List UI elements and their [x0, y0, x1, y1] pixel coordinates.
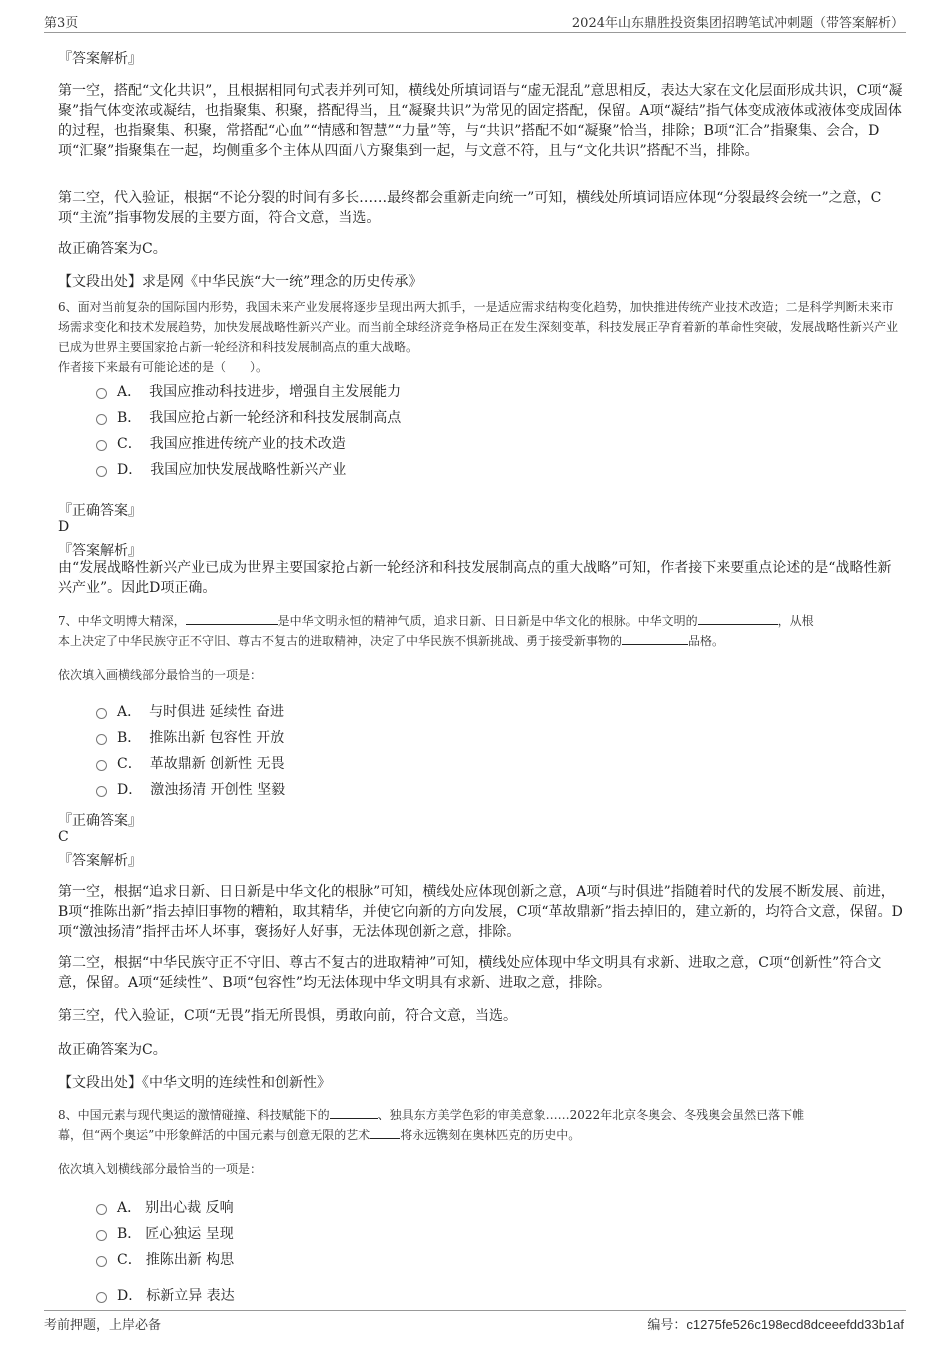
blank-3: [622, 632, 688, 645]
radio-icon[interactable]: [96, 786, 107, 797]
radio-icon[interactable]: [96, 1230, 107, 1241]
q8-stem-b: 、独具东方美学色彩的审美意象……2022年北京冬奥会、冬残奥会虽然已落下帷: [377, 1108, 805, 1122]
option-letter: A．: [117, 704, 142, 720]
radio-icon[interactable]: [96, 1204, 107, 1215]
q7-option-d[interactable]: [96, 779, 285, 799]
footer-code: [647, 1314, 904, 1333]
q8-stem-a: 8、中国元素与现代奥运的激情碰撞、科技赋能下的: [58, 1108, 330, 1122]
radio-icon[interactable]: [96, 1292, 107, 1303]
option-letter: D．: [117, 462, 143, 478]
q5-analysis-p2: 第二空，代入验证，根据“不论分裂的时间有多长……最终都会重新走向统一”可知，横线处所填词语应体现“分裂最终会统一”之意，C项“主流”指事物发展的主要方面，符合文意，当选。: [58, 190, 882, 226]
q6-question: 作者接下来最有可能论述的是（ ）。: [58, 360, 269, 374]
q8-option-d[interactable]: [96, 1285, 235, 1305]
option-letter: D．: [117, 1288, 143, 1304]
option-text: 我国应抢占新一轮经济和科技发展制高点: [149, 410, 402, 426]
option-letter: D．: [117, 782, 143, 798]
option-text: 我国应推进传统产业的技术改造: [149, 436, 346, 452]
q6-analysis: 由“发展战略性新兴产业已成为世界主要国家抢占新一轮经济和科技发展制高点的重大战略”可知，作者接下来要重点论述的是“战略性新兴产业”。因此D项正确。: [58, 560, 892, 596]
page-number: 第3页: [44, 16, 79, 31]
q5-analysis-p1: 第一空，搭配“文化共识”，且根据相同句式表并列可知，横线处所填词语与“虚无混乱”意思相反，表达大家在文化层面形成共识，C项“凝聚”指气体变浓或凝结，也指聚集、积聚，搭配得当，且“凝聚共识”为常见的固定搭配，保留。A项“凝结”指气体变成液体或液体变成固体的过程，也指聚集、积聚，常搭配“心血”“情感和智慧”“力量”等，与“共识”搭配不如“凝聚”恰当，排除；B项“汇合”指聚集、会合，D项“汇聚”指聚集在一起，均侧重多个主体从四面八方聚集到一起，与文意不符，且与“文化共识”搭配不当，排除。: [58, 83, 903, 159]
option-text: 我国应推动科技进步，增强自主发展能力: [149, 384, 402, 400]
blank-2: [698, 612, 778, 625]
option-letter: A．: [117, 1200, 142, 1216]
option-letter: C．: [117, 756, 142, 772]
footer-code-label: 编号：: [647, 1318, 687, 1333]
option-letter: A．: [117, 384, 142, 400]
q7-source: 【文段出处】《中华文明的连续性和创新性》: [58, 1075, 331, 1091]
q5-source: 【文段出处】求是网《中华民族“大一统”理念的历史传承》: [58, 274, 423, 290]
q6-analysis-label: 『答案解析』: [58, 543, 142, 559]
q8-option-c[interactable]: [96, 1249, 234, 1269]
q5-analysis-label: 『答案解析』: [58, 51, 142, 67]
q7-analysis-label: 『答案解析』: [58, 853, 142, 869]
option-letter: C．: [117, 1252, 142, 1268]
option-text: 推陈出新 构思: [145, 1252, 235, 1268]
q8-stem-line1: [58, 1106, 804, 1123]
q6-option-b[interactable]: [96, 407, 401, 427]
radio-icon[interactable]: [96, 734, 107, 745]
q8-option-b[interactable]: [96, 1223, 234, 1243]
radio-icon[interactable]: [96, 414, 107, 425]
q7-answer-label: 『正确答案』: [58, 813, 142, 829]
q6-stem: 6、面对当前复杂的国际国内形势，我国未来产业发展将逐步呈现出两大抓手，一是适应需求结构变化趋势，加快推进传统产业技术改造；二是科学判断未来市场需求变化和技术发展趋势，加快发展战略性新兴产业。而当前全球经济竞争格局正在发生深刻变革，科技发展正孕育着新的革命性突破，发展战略性新兴产业已成为世界主要国家抢占新一轮经济和科技发展制高点的重大战略。: [58, 300, 899, 354]
q7-option-c[interactable]: [96, 753, 285, 773]
header-rule: [44, 32, 906, 33]
option-text: 匠心独运 呈现: [145, 1226, 234, 1242]
blank-1: [186, 612, 278, 625]
document-title: 2024年山东鼎胜投资集团招聘笔试冲刺题（带答案解析）: [571, 16, 904, 31]
blank-2: [370, 1126, 400, 1139]
blank-1: [330, 1106, 378, 1119]
q7-stem-c: ，从根: [777, 614, 814, 628]
q8-stem-c: 幕，但“两个奥运”中形象鲜活的中国元素与创意无限的艺术: [58, 1128, 371, 1142]
option-text: 我国应加快发展战略性新兴产业: [150, 462, 347, 478]
radio-icon[interactable]: [96, 1256, 107, 1267]
option-letter: B．: [117, 1226, 142, 1242]
option-text: 革故鼎新 创新性 无畏: [149, 756, 285, 772]
footer-slogan: 考前押题，上岸必备: [44, 1318, 162, 1333]
q7-analysis-p2: 第二空，根据“中华民族守正不守旧、尊古不复古的进取精神”可知，横线处应体现中华文明具有求新、进取之意，C项“创新性”符合文意，保留。A项“延续性”、B项“包容性”均无法体现中华文明具有求新、进取之意，排除。: [58, 955, 882, 991]
q8-stem-d: 将永远镌刻在奥林匹克的历史中。: [400, 1128, 581, 1142]
q7-analysis-p1: 第一空，根据“追求日新、日日新是中华文化的根脉”可知，横线处应体现创新之意，A项“与时俱进”指随着时代的发展不断发展、前进，B项“推陈出新”指去掉旧事物的糟粕，取其精华，并使它向新的方向发展，C项“革故鼎新”指去掉旧的，建立新的，均符合文意，保留。D项“激浊扬清”指抨击坏人坏事，褒扬好人好事，无法体现创新之意，排除。: [58, 884, 903, 940]
q6-answer: D: [58, 519, 70, 535]
q7-stem-a: 7、中华文明博大精深，: [58, 614, 186, 628]
radio-icon[interactable]: [96, 708, 107, 719]
q7-option-a[interactable]: [96, 701, 284, 721]
q7-stem-d: 本上决定了中华民族守正不守旧、尊古不复古的进取精神，决定了中华民族不惧新挑战、勇于接受新事物的: [58, 634, 623, 648]
q8-prompt: 依次填入划横线部分最恰当的一项是：: [58, 1162, 263, 1176]
q8-option-a[interactable]: [96, 1197, 234, 1217]
q5-conclusion: 故正确答案为C。: [58, 241, 167, 257]
q7-stem-line1: [58, 612, 814, 629]
radio-icon[interactable]: [96, 440, 107, 451]
q7-stem-b: 是中华文明永恒的精神气质，追求日新、日日新是中华文化的根脉。中华文明的: [277, 614, 698, 628]
radio-icon[interactable]: [96, 388, 107, 399]
q7-prompt: 依次填入画横线部分最恰当的一项是：: [58, 668, 263, 682]
q6-answer-label: 『正确答案』: [58, 503, 142, 519]
q7-analysis-p3: 第三空，代入验证，C项“无畏”指无所畏惧，勇敢向前，符合文意，当选。: [58, 1008, 518, 1024]
option-letter: B．: [117, 730, 142, 746]
option-letter: B．: [117, 410, 142, 426]
footer-rule: [44, 1310, 906, 1311]
option-text: 标新立异 表达: [146, 1288, 235, 1304]
option-text: 与时俱进 延续性 奋进: [149, 704, 285, 720]
q7-conclusion: 故正确答案为C。: [58, 1042, 167, 1058]
q7-stem-e: 品格。: [688, 634, 725, 648]
radio-icon[interactable]: [96, 760, 107, 771]
footer-code-value: c1275fe526c198ecd8dceeefdd33b1af: [686, 1317, 904, 1332]
q8-stem-line2: [58, 1126, 580, 1143]
option-text: 激浊扬清 开创性 坚毅: [150, 782, 286, 798]
option-text: 推陈出新 包容性 开放: [149, 730, 285, 746]
q6-option-a[interactable]: [96, 381, 401, 401]
radio-icon[interactable]: [96, 466, 107, 477]
q7-option-b[interactable]: [96, 727, 284, 747]
q7-stem-line2: [58, 632, 724, 649]
q6-option-d[interactable]: [96, 459, 346, 479]
option-text: 别出心裁 反响: [145, 1200, 234, 1216]
q7-answer: C: [58, 829, 69, 845]
option-letter: C．: [117, 436, 142, 452]
q6-option-c[interactable]: [96, 433, 346, 453]
